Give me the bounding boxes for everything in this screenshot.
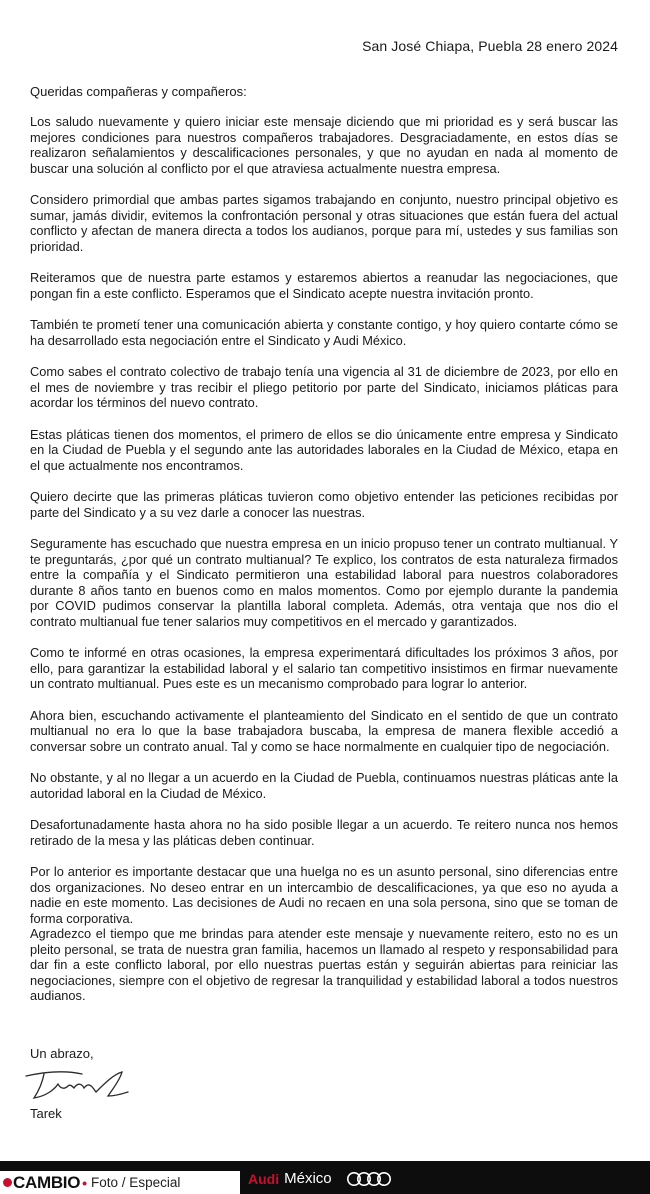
signature [24, 1066, 134, 1102]
credit-text: Foto / Especial [91, 1175, 181, 1190]
letter-date: San José Chiapa, Puebla 28 enero 2024 [362, 38, 618, 54]
paragraph: Como sabes el contrato colectivo de trabajo tenía una vigencia al 31 de diciembre de 2023, por ello en el mes de noviembre y tras recibir el pliego petitorio por parte del Sindicato, iniciamos pláticas para acordar los términos del nuevo contrato. [30, 364, 618, 410]
paragraph: Por lo anterior es importante destacar que una huelga no es un asunto personal, sino diferencias entre dos organizaciones. No deseo entrar en un intercambio de descalificaciones, ya que eso no ayuda a nadie en este momento. Las decisiones de Audi no recaen en una sola persona, sino que se toman de forma corporativa. [30, 864, 618, 926]
brand-dot-icon [3, 1178, 12, 1187]
paragraph: Los saludo nuevamente y quiero iniciar este mensaje diciendo que mi prioridad es y será buscar las mejores condiciones para nuestros compañeros trabajadores. Desgraciadamente, en estos días se realizaron señalamientos y descalificaciones personales, y que no ayudan en nada al momento de buscar una solución al conflicto por el que atraviesa actualmente nuestra empresa. [30, 114, 618, 176]
separator-dot-icon: • [82, 1174, 88, 1191]
closing: Un abrazo, [30, 1046, 94, 1061]
signer-name: Tarek [30, 1106, 62, 1121]
audi-wordmark: Audi [248, 1170, 280, 1187]
brand-logo: CAMBIO [13, 1172, 81, 1192]
paragraph: Estas pláticas tienen dos momentos, el primero de ellos se dio únicamente entre empresa y Sindicato en la Ciudad de Puebla y el segundo ante las autoridades laborales en la Ciudad de México, etapa en el que actualmente nos encontramos. [30, 426, 618, 473]
audi-rings-icon [346, 1171, 392, 1187]
audi-country: México [284, 1170, 332, 1187]
paragraph: Considero primordial que ambas partes sigamos trabajando en conjunto, nuestro principal objetivo es sumar, jamás dividir, evitemos la confrontación personal y otras situaciones que están fuera del actual conflicto y afectan de manera directa a todos los audianos, porque para mí, ustedes y sus familias son prioridad. [30, 192, 618, 254]
paragraph: No obstante, y al no llegar a un acuerdo en la Ciudad de Puebla, continuamos nuestras pláticas ante la autoridad laboral en la Ciudad de México. [30, 770, 618, 801]
paragraph: Quiero decirte que las primeras pláticas tuvieron como objetivo entender las peticiones recibidas por parte del Sindicato y a su vez darle a conocer las nuestras. [30, 489, 618, 520]
paragraph: Desafortunadamente hasta ahora no ha sido posible llegar a un acuerdo. Te reitero nunca nos hemos retirado de la mesa y las pláticas deben continuar. [30, 817, 618, 848]
paragraph: También te prometí tener una comunicación abierta y constante contigo, y hoy quiero contarte cómo se ha desarrollado esta negociación entre el Sindicato y Audi México. [30, 317, 618, 348]
footer-bar [0, 1161, 650, 1194]
audi-mexico-logo [248, 1170, 392, 1187]
paragraph: Agradezco el tiempo que me brindas para atender este mensaje y nuevamente reitero, esto no es un pleito personal, se trata de nuestra gran familia, hacemos un llamado al respeto y responsabilidad para dar fin a este conflicto laboral, por ello nuestras puertas están y seguirán abiertas para reiniciar las negociaciones, siempre con el objetivo de regresar la tranquilidad y estabilidad laboral a todos nuestros audianos. [30, 926, 618, 1003]
photo-credit [0, 1171, 240, 1194]
salutation: Queridas compañeras y compañeros: [30, 84, 247, 99]
letter-body [30, 114, 618, 1020]
paragraph: Como te informé en otras ocasiones, la empresa experimentará dificultades los próximos 3 años, por ello, para garantizar la estabilidad laboral y el salario tan competitivo insistimos en firmar nuevamente un contrato multianual. Pues este es un mecanismo comprobado para lograr lo anterior. [30, 645, 618, 691]
paragraph: Seguramente has escuchado que nuestra empresa en un inicio propuso tener un contrato multianual. Y te preguntarás, ¿por qué un contrato multianual? Te explico, los contratos de esta naturaleza firmados entre la compañía y el Sindicato permitieron una estabilidad laboral para nuestros colaboradores durante 8 años tanto en buenos como en malos momentos. Como por ejemplo durante la pandemia por COVID pudimos conservar la plantilla laboral completa. Además, otra ventaja que nos dio el contrato multianual fue tener salarios muy competitivos en el mercado y garantizados. [30, 536, 618, 629]
paragraph: Reiteramos que de nuestra parte estamos y estaremos abiertos a reanudar las negociaciones, que pongan fin a este conflicto. Esperamos que el Sindicato acepte nuestra invitación pronto. [30, 270, 618, 301]
paragraph: Ahora bien, escuchando activamente el planteamiento del Sindicato en el sentido de que un contrato multianual no era lo que la base trabajadora buscaba, la empresa de manera flexible accedió a conversar sobre un contrato anual. Tal y como se hace normalmente en cualquier tipo de negociación. [30, 707, 618, 754]
